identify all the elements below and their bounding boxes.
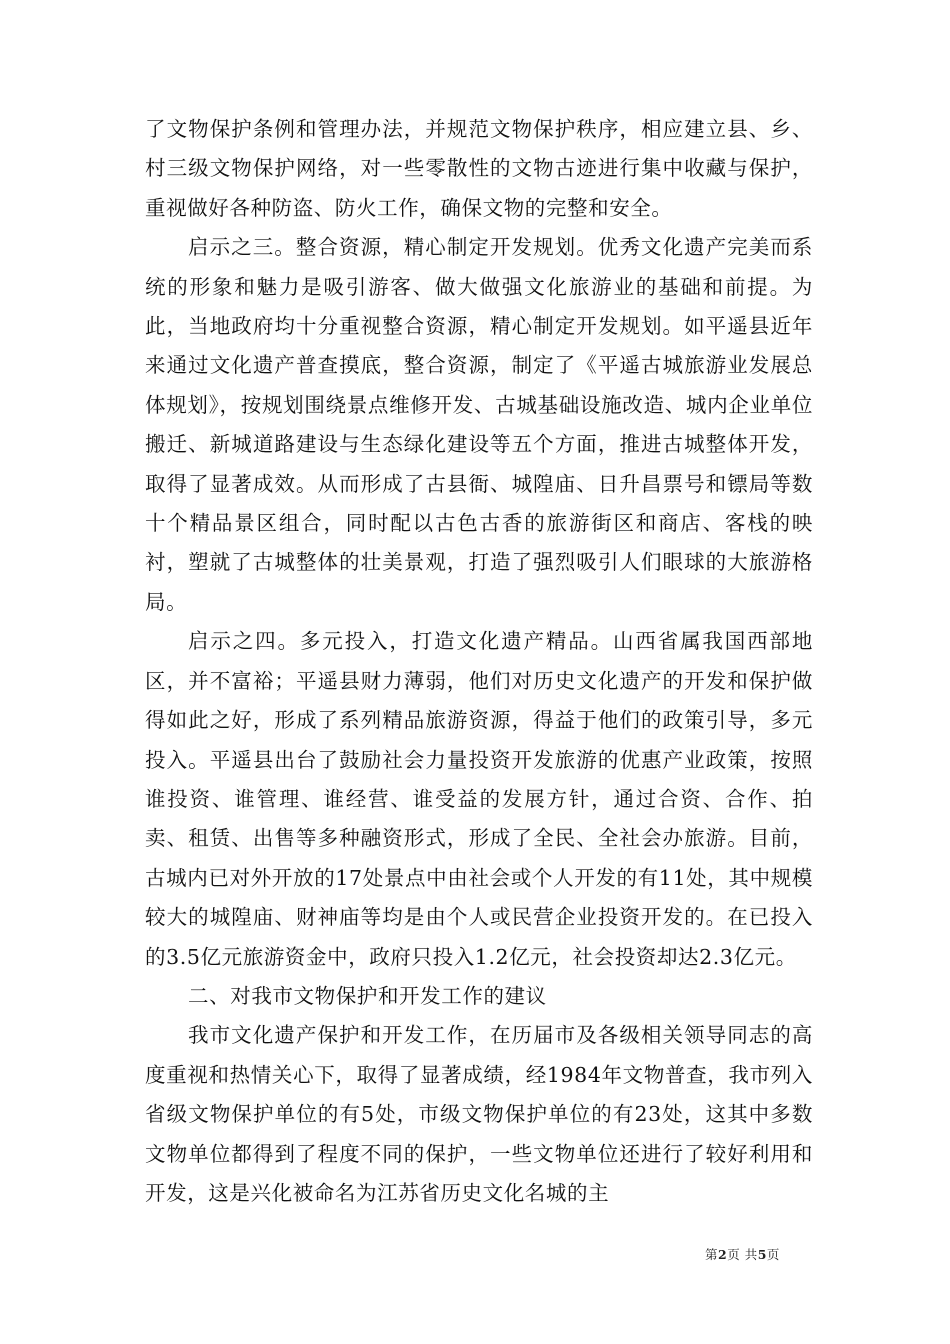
paragraph-city-heritage: 我市文化遗产保护和开发工作，在历届市及各级相关领导同志的高度重视和热情关心下，取得了显著成绩，经1984年文物普查，我市列入省级文物保护单位的有5处，市级文物保护单位的有23处，这其中多数文物单位都得到了程度不同的保护，一些文物单位还进行了较好利用和开发，这是兴化被命名为江苏省历史文化名城的主 [145, 1023, 813, 1205]
page-footer [705, 1245, 780, 1263]
paragraph-insight-three: 启示之三。整合资源，精心制定开发规划。优秀文化遗产完美而系统的形象和魅力是吸引游客、做大做强文化旅游业的基础和前提。为此，当地政府均十分重视整合资源，精心制定开发规划。如平遥县近年来通过文化遗产普查摸底，整合资源，制定了《平遥古城旅游业发展总体规划》，按规划围绕景点维修开发、古城基础设施改造、城内企业单位搬迁、新城道路建设与生态绿化建设等五个方面，推进古城整体开发，取得了显著成效。从而形成了古县衙、城隍庙、日升昌票号和镖局等数十个精品景区组合，同时配以古色古香的旅游街区和商店、客栈的映衬，塑就了古城整体的壮美景观，打造了强烈吸引人们眼球的大旅游格局。 [145, 235, 813, 614]
paragraph-insight-four: 启示之四。多元投入，打造文化遗产精品。山西省属我国西部地区，并不富裕；平遥县财力薄弱，他们对历史文化遗产的开发和保护做得如此之好，形成了系列精品旅游资源，得益于他们的政策引导，多元投入。平遥县出台了鼓励社会力量投资开发旅游的优惠产业政策，按照谁投资、谁管理、谁经营、谁受益的发展方针，通过合资、合作、拍卖、租赁、出售等多种融资形式，形成了全民、全社会办旅游。目前，古城内已对外开放的17处景点中由社会或个人开发的有11处，其中规模较大的城隍庙、财神庙等均是由个人或民营企业投资开发的。在已投入的3.5亿元旅游资金中，政府只投入1.2亿元，社会投资却达2.3亿元。 [145, 629, 813, 969]
footer-prefix: 第 [705, 1247, 719, 1262]
paragraph-continuation: 了文物保护条例和管理办法，并规范文物保护秩序，相应建立县、乡、村三级文物保护网络，对一些零散性的文物古迹进行集中收藏与保护，重视做好各种防盗、防火工作，确保文物的完整和安全。 [145, 117, 813, 220]
footer-middle: 页 共 [727, 1247, 758, 1262]
document-body [145, 110, 813, 1213]
current-page-number: 2 [718, 1247, 728, 1262]
section-heading: 二、对我市文物保护和开发工作的建议 [188, 983, 547, 1008]
total-pages-number: 5 [757, 1247, 767, 1262]
footer-suffix: 页 [766, 1247, 780, 1262]
